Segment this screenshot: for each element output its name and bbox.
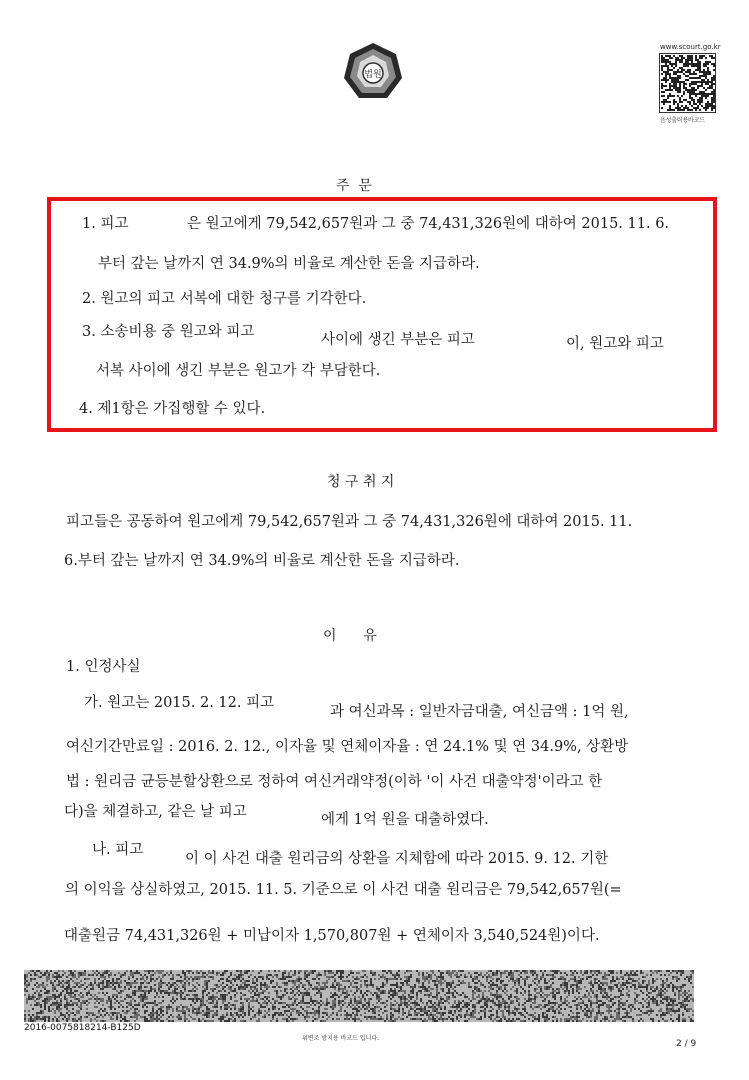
judgment-item-2: 2. 원고의 피고 서복에 대한 청구를 기각한다. [82, 291, 367, 307]
barcode-notice: 위변조 방지용 바코드 입니다. [302, 1035, 380, 1042]
section-1-title: 1. 인정사실 [66, 659, 141, 675]
judgment-item-1c: 부터 갚는 날까지 연 34.9%의 비율로 계산한 돈을 지급하라. [98, 256, 480, 272]
para-na-d: 대출원금 74,431,326원 + 미납이자 1,570,807원 + 연체이자 3,540,524원)이다. [64, 928, 600, 944]
para-ga-f: 에게 1억 원을 대출하였다. [321, 812, 489, 828]
judgment-item-3a: 3. 소송비용 중 원고와 피고 [82, 324, 255, 340]
court-emblem [341, 40, 405, 104]
para-ga-a: 가. 원고는 2015. 2. 12. 피고 [84, 695, 275, 711]
claim-line-1: 피고들은 공동하여 원고에게 79,542,657원과 그 중 74,431,326원에 대하여 2015. 11. [66, 514, 633, 530]
para-na-b: 이 이 사건 대출 원리금의 상환을 지체함에 따라 2015. 9. 12. 기한 [185, 851, 609, 867]
reasons-title: 이 유 [323, 628, 383, 644]
anti-forgery-barcode [24, 970, 694, 1022]
judgment-item-3c: 이, 원고와 피고 [566, 336, 664, 352]
para-ga-c: 여신기간만료일 : 2016. 2. 12., 이자율 및 연체이자율 : 연 24.1% 및 연 34.9%, 상환방 [66, 739, 629, 755]
para-na-c: 의 이익을 상실하였고, 2015. 11. 5. 기준으로 이 사건 대출 원리금은 79,542,657원(= [65, 882, 622, 898]
judgment-title: 주 문 [336, 178, 372, 194]
para-na-a: 나. 피고 [92, 842, 144, 858]
para-ga-d: 법 : 원리금 균등분할상환으로 정하여 여신거래약정(이하 '이 사건 대출약정'이라고 한 [66, 774, 603, 790]
judgment-item-1b: 은 원고에게 79,542,657원과 그 중 74,431,326원에 대하여 2015. 11. 6. [187, 216, 670, 232]
claim-title: 청 구 취 지 [327, 474, 395, 490]
para-ga-b: 과 여신과목 : 일반자금대출, 여신금액 : 1억 원, [330, 704, 629, 720]
para-ga-e: 다)을 체결하고, 같은 날 피고 [64, 804, 247, 820]
judgment-item-4: 4. 제1항은 가집행할 수 있다. [79, 401, 266, 417]
page-number: 2 / 9 [676, 1039, 697, 1049]
qr-caption: 음성출력용바코드 [660, 117, 705, 124]
judgment-item-3d: 서복 사이에 생긴 부분은 원고가 각 부담한다. [96, 363, 381, 379]
claim-line-2: 6.부터 갚는 날까지 연 34.9%의 비율로 계산한 돈을 지급하라. [64, 553, 460, 569]
judgment-item-1a: 1. 피고 [82, 216, 129, 232]
judgment-item-3b: 사이에 생긴 부분은 피고 [321, 332, 475, 348]
document-id: 2016-0075818214-B125D [24, 1023, 141, 1033]
court-emblem-icon [341, 40, 405, 104]
emblem-label: 법원 [364, 70, 382, 80]
qr-code [659, 53, 716, 113]
court-url: www.scourt.go.kr [660, 43, 721, 51]
